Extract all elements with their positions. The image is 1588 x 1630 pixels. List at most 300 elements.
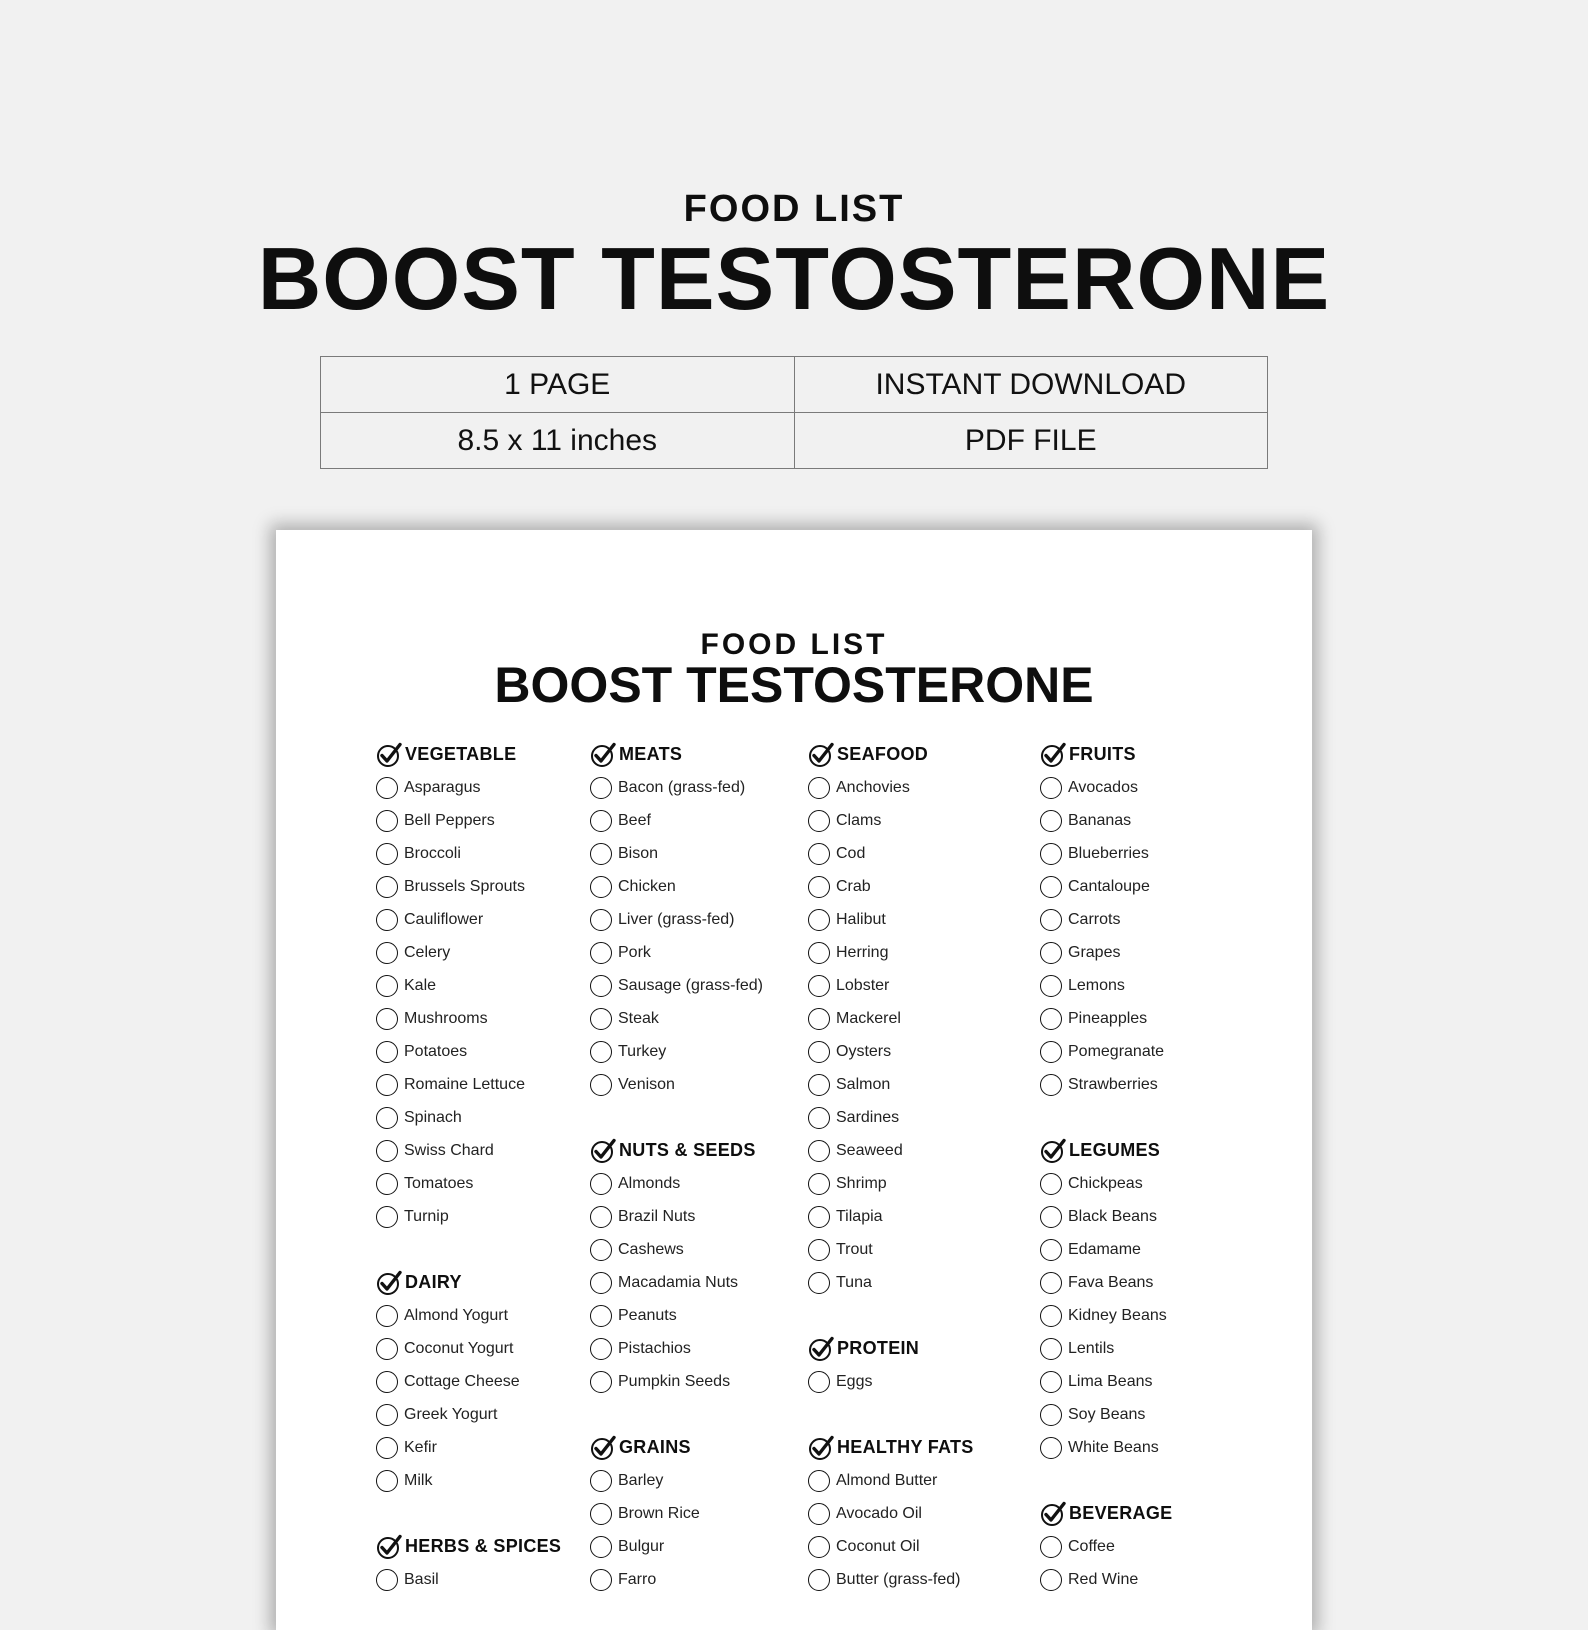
section-header (376, 1266, 561, 1299)
spec-table (320, 356, 1268, 469)
empty-circle-icon[interactable] (376, 1404, 398, 1426)
empty-circle-icon[interactable] (1040, 1173, 1062, 1195)
section-grains (590, 1431, 763, 1596)
checklist-item (1040, 936, 1172, 969)
item-label: Cod (836, 844, 866, 862)
empty-circle-icon[interactable] (808, 1470, 830, 1492)
item-label: Turnip (404, 1207, 449, 1225)
item-label: Celery (404, 943, 451, 961)
empty-circle-icon[interactable] (590, 1041, 612, 1063)
checklist (590, 1167, 763, 1398)
check-circle-icon (376, 1270, 402, 1296)
item-label: Black Beans (1068, 1207, 1157, 1225)
empty-circle-icon[interactable] (590, 942, 612, 964)
check-circle-icon (1040, 1138, 1066, 1164)
checklist-item (590, 1200, 763, 1233)
item-label: Brazil Nuts (618, 1207, 696, 1225)
checklist-item (1040, 1530, 1172, 1563)
checklist (590, 771, 763, 1101)
item-label: Sardines (836, 1108, 900, 1126)
section-title: FRUITS (1069, 744, 1136, 764)
empty-circle-icon[interactable] (808, 1272, 830, 1294)
item-label: Soy Beans (1068, 1405, 1146, 1423)
check-circle-icon (376, 1534, 402, 1560)
section-meats (590, 738, 763, 1101)
empty-circle-icon[interactable] (808, 975, 830, 997)
item-label: Blueberries (1068, 844, 1149, 862)
empty-circle-icon[interactable] (590, 1470, 612, 1492)
checklist-item (808, 969, 974, 1002)
checklist-item (808, 1233, 974, 1266)
checklist-item (376, 1563, 561, 1596)
checklist-item (376, 1299, 561, 1332)
section-title: SEAFOOD (837, 744, 929, 764)
empty-circle-icon[interactable] (808, 810, 830, 832)
item-label: Brown Rice (618, 1504, 700, 1522)
spec-delivery: INSTANT DOWNLOAD (794, 357, 1268, 413)
empty-circle-icon[interactable] (590, 1008, 612, 1030)
item-label: Venison (618, 1075, 675, 1093)
check-circle-icon (808, 742, 834, 768)
checklist-item (376, 1398, 561, 1431)
item-label: Kefir (404, 1438, 437, 1456)
checklist-item (1040, 870, 1172, 903)
empty-circle-icon[interactable] (376, 1569, 398, 1591)
item-label: Pineapples (1068, 1009, 1148, 1027)
section-header (1040, 738, 1172, 771)
section-legumes (1040, 1134, 1172, 1464)
empty-circle-icon[interactable] (808, 1140, 830, 1162)
checklist-item (1040, 1299, 1172, 1332)
item-label: Oysters (836, 1042, 892, 1060)
checklist-item (590, 1563, 763, 1596)
item-label: Spinach (404, 1108, 462, 1126)
check-circle-icon (1040, 1501, 1066, 1527)
checklist-item (590, 1530, 763, 1563)
section-fruits (1040, 738, 1172, 1101)
empty-circle-icon[interactable] (808, 1173, 830, 1195)
item-label: Cottage Cheese (404, 1372, 520, 1390)
section-vegetable (376, 738, 561, 1233)
section-header (376, 738, 561, 771)
empty-circle-icon[interactable] (808, 942, 830, 964)
empty-circle-icon[interactable] (590, 1173, 612, 1195)
item-label: Herring (836, 943, 889, 961)
checklist-item (808, 804, 974, 837)
empty-circle-icon[interactable] (376, 876, 398, 898)
empty-circle-icon[interactable] (808, 777, 830, 799)
section-title: LEGUMES (1069, 1140, 1161, 1160)
checklist-item (376, 837, 561, 870)
checklist-item (376, 1167, 561, 1200)
item-label: Tomatoes (404, 1174, 474, 1192)
checklist-item (376, 903, 561, 936)
section-title: VEGETABLE (405, 744, 517, 764)
item-label: Lemons (1068, 976, 1125, 994)
empty-circle-icon[interactable] (1040, 975, 1062, 997)
checklist-item (808, 1101, 974, 1134)
item-label: Chicken (618, 877, 676, 895)
checklist-item (808, 903, 974, 936)
document-preview (276, 530, 1312, 1630)
item-label: Trout (836, 1240, 873, 1258)
food-column-4 (1040, 738, 1172, 1629)
empty-circle-icon[interactable] (808, 1239, 830, 1261)
checklist-item (808, 1134, 974, 1167)
empty-circle-icon[interactable] (1040, 1206, 1062, 1228)
checklist-item (1040, 969, 1172, 1002)
checklist-item (590, 1365, 763, 1398)
item-label: Macadamia Nuts (618, 1273, 739, 1291)
item-label: Halibut (836, 910, 886, 928)
spec-size: 8.5 x 11 inches (321, 413, 795, 469)
checklist (376, 771, 561, 1233)
section-dairy (376, 1266, 561, 1497)
empty-circle-icon[interactable] (376, 1206, 398, 1228)
item-label: Mackerel (836, 1009, 901, 1027)
empty-circle-icon[interactable] (376, 1338, 398, 1360)
checklist (1040, 1530, 1172, 1596)
section-header (1040, 1134, 1172, 1167)
checklist-item (590, 1233, 763, 1266)
checklist-item (590, 903, 763, 936)
section-title: DAIRY (405, 1272, 462, 1292)
empty-circle-icon[interactable] (1040, 1239, 1062, 1261)
empty-circle-icon[interactable] (376, 1041, 398, 1063)
empty-circle-icon[interactable] (590, 1206, 612, 1228)
item-label: Butter (grass-fed) (836, 1570, 961, 1588)
checklist-item (808, 1068, 974, 1101)
item-label: Broccoli (404, 844, 461, 862)
empty-circle-icon[interactable] (808, 1569, 830, 1591)
checklist-item (1040, 1365, 1172, 1398)
item-label: Chickpeas (1068, 1174, 1143, 1192)
section-header (590, 1134, 763, 1167)
checklist-item (1040, 1068, 1172, 1101)
empty-circle-icon[interactable] (590, 1569, 612, 1591)
empty-circle-icon[interactable] (376, 810, 398, 832)
section-beverage (1040, 1497, 1172, 1596)
empty-circle-icon[interactable] (376, 1470, 398, 1492)
item-label: Greek Yogurt (404, 1405, 498, 1423)
empty-circle-icon[interactable] (808, 909, 830, 931)
empty-circle-icon[interactable] (376, 1173, 398, 1195)
empty-circle-icon[interactable] (808, 1536, 830, 1558)
checklist-item (1040, 1266, 1172, 1299)
item-label: Avocados (1068, 778, 1138, 796)
empty-circle-icon[interactable] (590, 777, 612, 799)
checklist-item (1040, 1563, 1172, 1596)
item-label: Pistachios (618, 1339, 691, 1357)
checklist-item (376, 771, 561, 804)
empty-circle-icon[interactable] (1040, 909, 1062, 931)
item-label: Avocado Oil (836, 1504, 922, 1522)
checklist-item (590, 1497, 763, 1530)
item-label: Edamame (1068, 1240, 1141, 1258)
checklist-item (376, 1431, 561, 1464)
checklist-item (808, 1464, 974, 1497)
check-circle-icon (808, 1336, 834, 1362)
section-header (808, 1431, 974, 1464)
item-label: Lentils (1068, 1339, 1115, 1357)
empty-circle-icon[interactable] (590, 975, 612, 997)
empty-circle-icon[interactable] (1040, 1404, 1062, 1426)
item-label: White Beans (1068, 1438, 1159, 1456)
empty-circle-icon[interactable] (808, 876, 830, 898)
checklist-item (376, 870, 561, 903)
item-label: Tilapia (836, 1207, 883, 1225)
section-herbs-and-spices (376, 1530, 561, 1596)
empty-circle-icon[interactable] (590, 843, 612, 865)
empty-circle-icon[interactable] (590, 909, 612, 931)
checklist-item (590, 870, 763, 903)
checklist-item (376, 1002, 561, 1035)
section-header (808, 738, 974, 771)
empty-circle-icon[interactable] (376, 1305, 398, 1327)
checklist-item (590, 804, 763, 837)
checklist-item (590, 1266, 763, 1299)
item-label: Almond Butter (836, 1471, 938, 1489)
item-label: Cashews (618, 1240, 684, 1258)
item-label: Kale (404, 976, 437, 994)
item-label: Barley (618, 1471, 664, 1489)
item-label: Grapes (1068, 943, 1121, 961)
checklist-item (590, 969, 763, 1002)
item-label: Bulgur (618, 1537, 665, 1555)
empty-circle-icon[interactable] (590, 1239, 612, 1261)
checklist-item (808, 1497, 974, 1530)
item-label: Romaine Lettuce (404, 1075, 525, 1093)
spec-row (321, 357, 1268, 413)
item-label: Lima Beans (1068, 1372, 1153, 1390)
checklist (376, 1299, 561, 1497)
item-label: Coconut Yogurt (404, 1339, 514, 1357)
item-label: Pumpkin Seeds (618, 1372, 731, 1390)
empty-circle-icon[interactable] (1040, 1338, 1062, 1360)
food-column-1 (376, 738, 561, 1629)
item-label: Almond Yogurt (404, 1306, 509, 1324)
checklist (808, 771, 974, 1299)
item-label: Carrots (1068, 910, 1121, 928)
item-label: Bison (618, 844, 659, 862)
empty-circle-icon[interactable] (376, 1107, 398, 1129)
item-label: Crab (836, 877, 871, 895)
checklist-item (376, 1035, 561, 1068)
checklist-item (376, 804, 561, 837)
checklist-item (376, 936, 561, 969)
empty-circle-icon[interactable] (376, 777, 398, 799)
empty-circle-icon[interactable] (376, 909, 398, 931)
checklist (1040, 771, 1172, 1101)
checklist-item (590, 1068, 763, 1101)
empty-circle-icon[interactable] (376, 1008, 398, 1030)
checklist-item (1040, 1332, 1172, 1365)
empty-circle-icon[interactable] (808, 1107, 830, 1129)
item-label: Cauliflower (404, 910, 484, 928)
empty-circle-icon[interactable] (590, 1272, 612, 1294)
checklist (808, 1464, 974, 1596)
checklist-item (590, 1002, 763, 1035)
empty-circle-icon[interactable] (1040, 1305, 1062, 1327)
empty-circle-icon[interactable] (808, 1503, 830, 1525)
empty-circle-icon[interactable] (1040, 810, 1062, 832)
checklist-item (590, 771, 763, 804)
empty-circle-icon[interactable] (590, 1536, 612, 1558)
item-label: Anchovies (836, 778, 910, 796)
checklist-item (808, 870, 974, 903)
empty-circle-icon[interactable] (376, 975, 398, 997)
section-title: MEATS (619, 744, 683, 764)
item-label: Eggs (836, 1372, 873, 1390)
spec-format: PDF FILE (794, 413, 1268, 469)
preview-subtitle: FOOD LIST (700, 628, 888, 661)
empty-circle-icon[interactable] (1040, 1272, 1062, 1294)
section-header (590, 1431, 763, 1464)
empty-circle-icon[interactable] (808, 843, 830, 865)
checklist-item (808, 1200, 974, 1233)
food-column-3 (808, 738, 974, 1629)
checklist-item (808, 936, 974, 969)
checklist-item (808, 771, 974, 804)
checklist-item (376, 1134, 561, 1167)
checklist-item (376, 1101, 561, 1134)
checklist (808, 1365, 974, 1398)
empty-circle-icon[interactable] (590, 876, 612, 898)
checklist-item (808, 1035, 974, 1068)
empty-circle-icon[interactable] (808, 1074, 830, 1096)
check-circle-icon (590, 742, 616, 768)
item-label: Fava Beans (1068, 1273, 1154, 1291)
empty-circle-icon[interactable] (1040, 1008, 1062, 1030)
empty-circle-icon[interactable] (808, 1008, 830, 1030)
empty-circle-icon[interactable] (1040, 876, 1062, 898)
section-title: PROTEIN (837, 1338, 920, 1358)
item-label: Pork (618, 943, 651, 961)
section-header (590, 738, 763, 771)
section-title: HEALTHY FATS (837, 1437, 974, 1457)
checklist-item (1040, 1002, 1172, 1035)
checklist-item (590, 936, 763, 969)
item-label: Beef (618, 811, 651, 829)
checklist-item (1040, 1167, 1172, 1200)
empty-circle-icon[interactable] (376, 843, 398, 865)
section-title: NUTS & SEEDS (619, 1140, 756, 1160)
item-label: Bacon (grass-fed) (618, 778, 746, 796)
checklist-item (376, 1332, 561, 1365)
empty-circle-icon[interactable] (1040, 1437, 1062, 1459)
checklist-item (808, 1563, 974, 1596)
checklist-item (376, 1464, 561, 1497)
item-label: Strawberries (1068, 1075, 1158, 1093)
section-title: BEVERAGE (1069, 1503, 1173, 1523)
empty-circle-icon[interactable] (376, 1371, 398, 1393)
empty-circle-icon[interactable] (1040, 1371, 1062, 1393)
section-seafood (808, 738, 974, 1299)
check-circle-icon (590, 1435, 616, 1461)
item-label: Red Wine (1068, 1570, 1139, 1588)
header-subtitle: FOOD LIST (683, 188, 905, 230)
preview-title: BOOST TESTOSTERONE (494, 657, 1094, 713)
checklist-item (808, 1002, 974, 1035)
item-label: Coffee (1068, 1537, 1115, 1555)
empty-circle-icon[interactable] (590, 810, 612, 832)
checklist-item (590, 1035, 763, 1068)
empty-circle-icon[interactable] (590, 1305, 612, 1327)
item-label: Coconut Oil (836, 1537, 920, 1555)
empty-circle-icon[interactable] (1040, 1074, 1062, 1096)
spec-row (321, 413, 1268, 469)
empty-circle-icon[interactable] (590, 1338, 612, 1360)
empty-circle-icon[interactable] (590, 1074, 612, 1096)
empty-circle-icon[interactable] (376, 1437, 398, 1459)
empty-circle-icon[interactable] (376, 1074, 398, 1096)
empty-circle-icon[interactable] (808, 1041, 830, 1063)
empty-circle-icon[interactable] (376, 1140, 398, 1162)
empty-circle-icon[interactable] (1040, 777, 1062, 799)
checklist-item (808, 1167, 974, 1200)
spec-pages: 1 PAGE (321, 357, 795, 413)
empty-circle-icon[interactable] (590, 1371, 612, 1393)
checklist-item (1040, 903, 1172, 936)
empty-circle-icon[interactable] (1040, 942, 1062, 964)
item-label: Salmon (836, 1075, 891, 1093)
item-label: Milk (404, 1471, 433, 1489)
checklist (590, 1464, 763, 1596)
item-label: Cantaloupe (1068, 877, 1150, 895)
item-label: Swiss Chard (404, 1141, 494, 1159)
checklist-item (1040, 1233, 1172, 1266)
checklist-item (590, 1464, 763, 1497)
checklist-item (376, 1365, 561, 1398)
section-protein (808, 1332, 974, 1398)
check-circle-icon (376, 742, 402, 768)
empty-circle-icon[interactable] (590, 1503, 612, 1525)
checklist-item (808, 1266, 974, 1299)
checklist-item (808, 837, 974, 870)
empty-circle-icon[interactable] (808, 1371, 830, 1393)
item-label: Brussels Sprouts (404, 877, 525, 895)
item-label: Basil (404, 1570, 439, 1588)
checklist-item (1040, 1200, 1172, 1233)
item-label: Pomegranate (1068, 1042, 1165, 1060)
item-label: Liver (grass-fed) (618, 910, 735, 928)
empty-circle-icon[interactable] (1040, 1041, 1062, 1063)
checklist (1040, 1167, 1172, 1464)
empty-circle-icon[interactable] (1040, 843, 1062, 865)
section-healthy-fats (808, 1431, 974, 1596)
checklist-item (1040, 804, 1172, 837)
empty-circle-icon[interactable] (1040, 1569, 1062, 1591)
check-circle-icon (1040, 742, 1066, 768)
checklist-item (1040, 1431, 1172, 1464)
empty-circle-icon[interactable] (1040, 1536, 1062, 1558)
item-label: Farro (618, 1570, 657, 1588)
checklist-item (590, 1167, 763, 1200)
item-label: Clams (836, 811, 882, 829)
empty-circle-icon[interactable] (376, 942, 398, 964)
item-label: Asparagus (404, 778, 481, 796)
item-label: Almonds (618, 1174, 681, 1192)
check-circle-icon (808, 1435, 834, 1461)
checklist-item (376, 969, 561, 1002)
checklist-item (590, 1332, 763, 1365)
checklist-item (1040, 1035, 1172, 1068)
empty-circle-icon[interactable] (808, 1206, 830, 1228)
section-title: HERBS & SPICES (405, 1536, 562, 1556)
checklist-item (590, 1299, 763, 1332)
section-header (1040, 1497, 1172, 1530)
checklist-item (1040, 771, 1172, 804)
